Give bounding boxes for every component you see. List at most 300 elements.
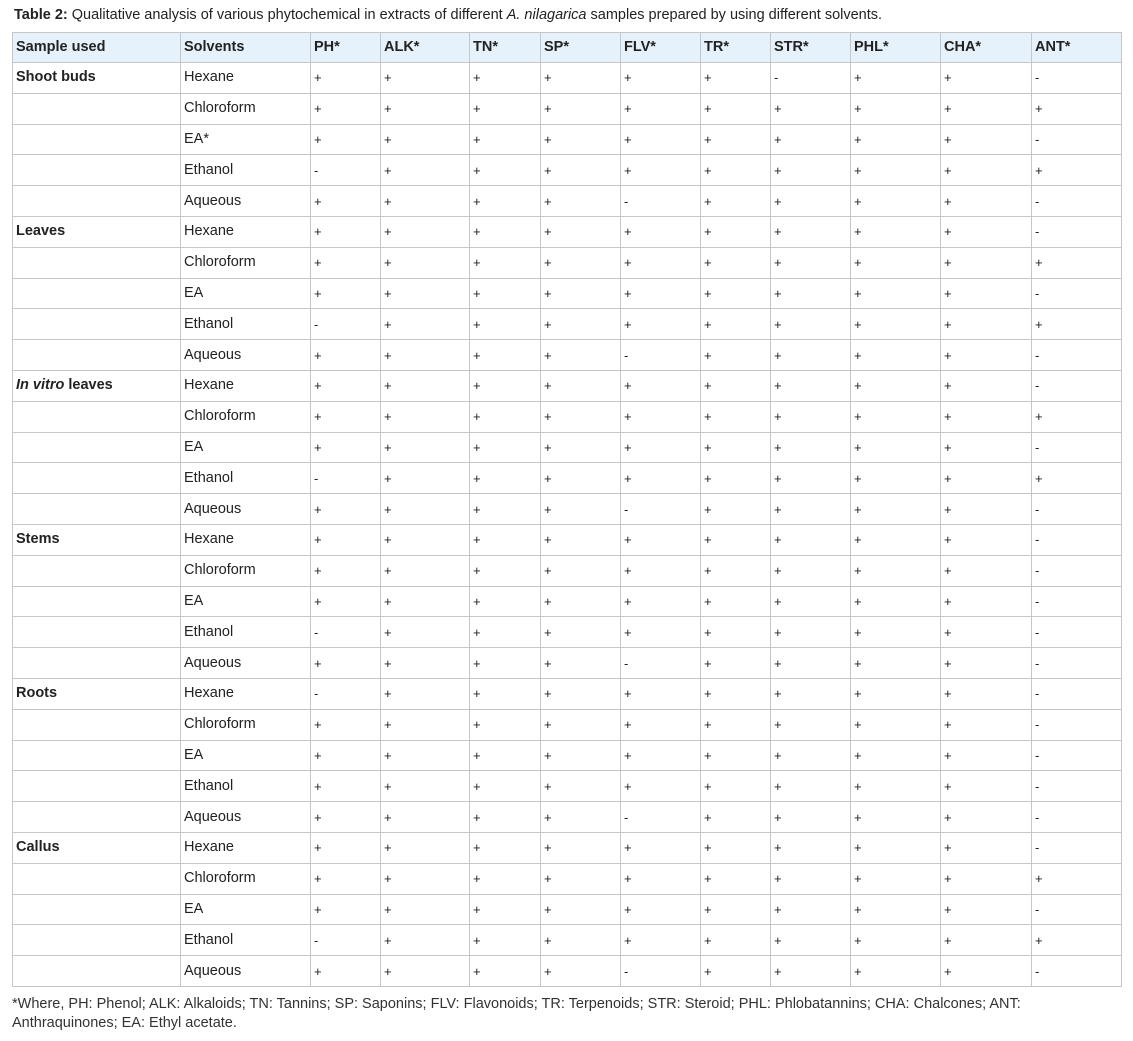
result-cell: + — [470, 124, 541, 155]
result-cell: - — [1032, 370, 1122, 401]
table-row — [13, 340, 1122, 371]
solvent-cell: Ethanol — [181, 925, 311, 956]
result-cell: + — [381, 925, 470, 956]
result-cell: + — [541, 709, 621, 740]
result-cell: + — [311, 124, 381, 155]
table-row — [13, 494, 1122, 525]
sample-cell — [13, 124, 181, 155]
result-cell: + — [771, 894, 851, 925]
result-cell: + — [311, 186, 381, 217]
result-cell: + — [941, 247, 1032, 278]
result-cell: + — [771, 124, 851, 155]
result-cell: + — [381, 709, 470, 740]
table-row — [13, 863, 1122, 894]
result-cell: + — [771, 802, 851, 833]
sample-name-italic: In vitro — [16, 377, 65, 394]
result-cell: + — [311, 586, 381, 617]
result-cell: + — [470, 432, 541, 463]
solvent-cell: Chloroform — [181, 93, 311, 124]
result-cell: + — [541, 740, 621, 771]
sample-cell — [13, 740, 181, 771]
result-cell: + — [851, 555, 941, 586]
solvent-cell: Aqueous — [181, 648, 311, 679]
table-row — [13, 555, 1122, 586]
result-cell: + — [621, 309, 701, 340]
sample-cell — [13, 524, 181, 555]
result-cell: + — [771, 463, 851, 494]
result-cell: + — [381, 894, 470, 925]
result-cell: + — [851, 894, 941, 925]
result-cell: + — [851, 216, 941, 247]
result-cell: + — [541, 771, 621, 802]
result-cell: + — [941, 863, 1032, 894]
result-cell: + — [541, 216, 621, 247]
result-cell: + — [771, 93, 851, 124]
result-cell: + — [1032, 463, 1122, 494]
result-cell: + — [941, 63, 1032, 94]
result-cell: + — [701, 863, 771, 894]
column-header: FLV* — [621, 33, 701, 63]
result-cell: + — [381, 463, 470, 494]
result-cell: + — [311, 93, 381, 124]
result-cell: + — [621, 925, 701, 956]
result-cell: + — [701, 216, 771, 247]
solvent-cell: EA — [181, 432, 311, 463]
result-cell: + — [311, 216, 381, 247]
result-cell: + — [311, 524, 381, 555]
result-cell: + — [621, 370, 701, 401]
table-caption-species: A. nilagarica — [506, 7, 587, 23]
result-cell: + — [311, 432, 381, 463]
table-caption-text-before: Qualitative analysis of various phytochemical in extracts of different — [67, 7, 507, 23]
result-cell: + — [701, 894, 771, 925]
result-cell: + — [771, 278, 851, 309]
solvent-cell: Hexane — [181, 63, 311, 94]
sample-cell — [13, 63, 181, 94]
result-cell: - — [1032, 278, 1122, 309]
table-caption — [14, 6, 882, 24]
result-cell: + — [381, 370, 470, 401]
result-cell: + — [541, 463, 621, 494]
result-cell: + — [941, 648, 1032, 679]
result-cell: + — [541, 586, 621, 617]
result-cell: + — [851, 524, 941, 555]
result-cell: + — [941, 678, 1032, 709]
result-cell: + — [701, 370, 771, 401]
result-cell: + — [621, 617, 701, 648]
result-cell: + — [851, 432, 941, 463]
result-cell: - — [311, 155, 381, 186]
result-cell: - — [1032, 586, 1122, 617]
result-cell: + — [941, 124, 1032, 155]
result-cell: + — [621, 709, 701, 740]
table-row — [13, 586, 1122, 617]
result-cell: + — [1032, 401, 1122, 432]
sample-cell — [13, 894, 181, 925]
result-cell: + — [541, 832, 621, 863]
result-cell: + — [541, 432, 621, 463]
result-cell: - — [311, 925, 381, 956]
column-header: SP* — [541, 33, 621, 63]
result-cell: + — [851, 709, 941, 740]
solvent-cell: Chloroform — [181, 709, 311, 740]
result-cell: + — [381, 678, 470, 709]
result-cell: + — [941, 709, 1032, 740]
result-cell: + — [701, 432, 771, 463]
solvent-cell: EA — [181, 894, 311, 925]
solvent-cell: Aqueous — [181, 340, 311, 371]
result-cell: + — [541, 247, 621, 278]
result-cell: + — [851, 155, 941, 186]
result-cell: + — [771, 648, 851, 679]
table-footnote: *Where, PH: Phenol; ALK: Alkaloids; TN: Tannins; SP: Saponins; FLV: Flavonoids; TR: Terpenoids; STR: Steroid; PHL: Phlobatannins; CHA: Chalcones; ANT: Anthraquinones; EA: Ethyl acetate. — [12, 996, 1021, 1031]
sample-cell — [13, 340, 181, 371]
result-cell: - — [1032, 340, 1122, 371]
sample-cell — [13, 648, 181, 679]
sample-name: Leaves — [16, 223, 66, 240]
result-cell: + — [470, 186, 541, 217]
result-cell: + — [941, 370, 1032, 401]
result-cell: + — [701, 63, 771, 94]
table-row — [13, 186, 1122, 217]
result-cell: + — [311, 740, 381, 771]
result-cell: + — [311, 709, 381, 740]
result-cell: + — [621, 771, 701, 802]
table-header — [13, 33, 1122, 63]
result-cell: + — [311, 802, 381, 833]
result-cell: + — [381, 432, 470, 463]
solvent-cell: Ethanol — [181, 309, 311, 340]
table-caption-text-after: samples prepared by using different solvents. — [586, 7, 883, 23]
result-cell: + — [311, 401, 381, 432]
result-cell: + — [541, 617, 621, 648]
result-cell: + — [941, 524, 1032, 555]
result-cell: + — [470, 463, 541, 494]
table-row — [13, 463, 1122, 494]
sample-cell — [13, 432, 181, 463]
result-cell: + — [311, 555, 381, 586]
result-cell: + — [541, 648, 621, 679]
solvent-cell: Chloroform — [181, 401, 311, 432]
result-cell: + — [851, 93, 941, 124]
result-cell: + — [941, 956, 1032, 987]
result-cell: - — [311, 678, 381, 709]
result-cell: - — [621, 494, 701, 525]
solvent-cell: EA — [181, 278, 311, 309]
result-cell: + — [541, 93, 621, 124]
result-cell: + — [621, 247, 701, 278]
result-cell: + — [621, 216, 701, 247]
result-cell: - — [621, 648, 701, 679]
result-cell: + — [381, 771, 470, 802]
result-cell: + — [541, 370, 621, 401]
column-header: PHL* — [851, 33, 941, 63]
table-row — [13, 956, 1122, 987]
result-cell: + — [1032, 155, 1122, 186]
result-cell: + — [771, 340, 851, 371]
result-cell: + — [851, 186, 941, 217]
result-cell: + — [621, 93, 701, 124]
result-cell: + — [470, 648, 541, 679]
result-cell: + — [701, 309, 771, 340]
result-cell: + — [941, 802, 1032, 833]
result-cell: + — [381, 124, 470, 155]
result-cell: + — [470, 894, 541, 925]
table-row — [13, 648, 1122, 679]
result-cell: + — [701, 463, 771, 494]
result-cell: - — [1032, 186, 1122, 217]
solvent-cell: Aqueous — [181, 802, 311, 833]
result-cell: - — [1032, 124, 1122, 155]
result-cell: - — [1032, 832, 1122, 863]
column-header: CHA* — [941, 33, 1032, 63]
column-header: ALK* — [381, 33, 470, 63]
result-cell: + — [941, 401, 1032, 432]
result-cell: + — [941, 216, 1032, 247]
result-cell: + — [470, 709, 541, 740]
table-row — [13, 802, 1122, 833]
sample-cell — [13, 494, 181, 525]
result-cell: + — [771, 832, 851, 863]
result-cell: + — [470, 401, 541, 432]
solvent-cell: EA* — [181, 124, 311, 155]
solvent-cell: Hexane — [181, 216, 311, 247]
solvent-cell: Hexane — [181, 678, 311, 709]
result-cell: + — [621, 586, 701, 617]
result-cell: + — [771, 863, 851, 894]
sample-cell — [13, 463, 181, 494]
result-cell: + — [941, 925, 1032, 956]
sample-name: Shoot buds — [16, 69, 96, 86]
result-cell: + — [771, 309, 851, 340]
result-cell: + — [771, 186, 851, 217]
sample-cell — [13, 401, 181, 432]
sample-cell — [13, 247, 181, 278]
result-cell: + — [381, 586, 470, 617]
header-row — [13, 33, 1122, 63]
result-cell: + — [541, 278, 621, 309]
sample-cell — [13, 555, 181, 586]
result-cell: + — [621, 863, 701, 894]
table-row — [13, 432, 1122, 463]
solvent-cell: Hexane — [181, 370, 311, 401]
result-cell: + — [701, 124, 771, 155]
sample-cell — [13, 370, 181, 401]
result-cell: - — [1032, 494, 1122, 525]
result-cell: - — [1032, 432, 1122, 463]
sample-cell — [13, 678, 181, 709]
result-cell: + — [541, 186, 621, 217]
result-cell: + — [541, 494, 621, 525]
column-header: STR* — [771, 33, 851, 63]
phytochemical-table — [12, 32, 1122, 987]
result-cell: + — [701, 709, 771, 740]
result-cell: + — [541, 863, 621, 894]
result-cell: - — [1032, 648, 1122, 679]
result-cell: + — [381, 956, 470, 987]
result-cell: + — [851, 740, 941, 771]
result-cell: + — [381, 863, 470, 894]
result-cell: + — [941, 463, 1032, 494]
sample-cell — [13, 155, 181, 186]
result-cell: + — [851, 617, 941, 648]
result-cell: + — [701, 802, 771, 833]
result-cell: - — [771, 63, 851, 94]
result-cell: + — [851, 124, 941, 155]
result-cell: - — [1032, 802, 1122, 833]
result-cell: + — [941, 155, 1032, 186]
result-cell: + — [621, 555, 701, 586]
table-row — [13, 894, 1122, 925]
result-cell: + — [381, 247, 470, 278]
result-cell: + — [771, 771, 851, 802]
result-cell: + — [851, 832, 941, 863]
result-cell: + — [771, 247, 851, 278]
sample-cell — [13, 309, 181, 340]
result-cell: - — [311, 309, 381, 340]
result-cell: + — [541, 340, 621, 371]
result-cell: + — [621, 63, 701, 94]
result-cell: + — [701, 93, 771, 124]
result-cell: + — [851, 925, 941, 956]
result-cell: + — [941, 555, 1032, 586]
result-cell: + — [701, 186, 771, 217]
result-cell: + — [470, 956, 541, 987]
result-cell: + — [470, 247, 541, 278]
result-cell: + — [470, 586, 541, 617]
column-header: TR* — [701, 33, 771, 63]
result-cell: + — [771, 956, 851, 987]
result-cell: + — [621, 524, 701, 555]
result-cell: + — [381, 740, 470, 771]
table-row — [13, 740, 1122, 771]
result-cell: + — [701, 740, 771, 771]
table-row — [13, 93, 1122, 124]
result-cell: - — [311, 617, 381, 648]
result-cell: + — [941, 432, 1032, 463]
table-row — [13, 709, 1122, 740]
table-row — [13, 309, 1122, 340]
result-cell: + — [701, 340, 771, 371]
result-cell: + — [771, 709, 851, 740]
result-cell: + — [381, 555, 470, 586]
result-cell: - — [1032, 524, 1122, 555]
result-cell: + — [701, 832, 771, 863]
result-cell: + — [851, 648, 941, 679]
result-cell: + — [621, 155, 701, 186]
result-cell: + — [470, 863, 541, 894]
solvent-cell: Hexane — [181, 832, 311, 863]
sample-cell — [13, 186, 181, 217]
result-cell: + — [621, 740, 701, 771]
result-cell: + — [311, 278, 381, 309]
result-cell: + — [1032, 863, 1122, 894]
result-cell: + — [851, 956, 941, 987]
result-cell: + — [381, 309, 470, 340]
solvent-cell: EA — [181, 586, 311, 617]
result-cell: + — [381, 340, 470, 371]
sample-cell — [13, 771, 181, 802]
result-cell: + — [851, 309, 941, 340]
result-cell: + — [311, 340, 381, 371]
result-cell: + — [541, 894, 621, 925]
result-cell: + — [311, 648, 381, 679]
result-cell: + — [771, 401, 851, 432]
result-cell: + — [311, 247, 381, 278]
table-row — [13, 401, 1122, 432]
column-header: TN* — [470, 33, 541, 63]
column-header: PH* — [311, 33, 381, 63]
solvent-cell: Aqueous — [181, 956, 311, 987]
result-cell: + — [701, 524, 771, 555]
sample-cell — [13, 863, 181, 894]
result-cell: + — [311, 894, 381, 925]
result-cell: - — [1032, 617, 1122, 648]
result-cell: + — [541, 678, 621, 709]
result-cell: - — [621, 956, 701, 987]
result-cell: + — [311, 771, 381, 802]
result-cell: + — [851, 340, 941, 371]
result-cell: + — [470, 555, 541, 586]
result-cell: + — [1032, 309, 1122, 340]
solvent-cell: Chloroform — [181, 863, 311, 894]
result-cell: + — [851, 63, 941, 94]
sample-cell — [13, 278, 181, 309]
result-cell: + — [541, 524, 621, 555]
sample-name: Roots — [16, 685, 58, 702]
result-cell: + — [851, 247, 941, 278]
result-cell: - — [1032, 894, 1122, 925]
result-cell: + — [851, 494, 941, 525]
result-cell: + — [851, 771, 941, 802]
result-cell: + — [941, 186, 1032, 217]
column-header: Solvents — [181, 33, 311, 63]
result-cell: + — [941, 617, 1032, 648]
result-cell: + — [311, 832, 381, 863]
table-row — [13, 155, 1122, 186]
sample-cell — [13, 832, 181, 863]
result-cell: + — [701, 586, 771, 617]
result-cell: + — [701, 401, 771, 432]
result-cell: + — [771, 370, 851, 401]
result-cell: + — [381, 802, 470, 833]
result-cell: + — [541, 155, 621, 186]
result-cell: + — [311, 863, 381, 894]
table-body — [13, 63, 1122, 987]
result-cell: + — [470, 216, 541, 247]
table-row — [13, 524, 1122, 555]
result-cell: + — [701, 247, 771, 278]
result-cell: - — [1032, 709, 1122, 740]
result-cell: + — [470, 771, 541, 802]
result-cell: + — [851, 463, 941, 494]
result-cell: + — [470, 740, 541, 771]
table-row — [13, 63, 1122, 94]
result-cell: + — [381, 155, 470, 186]
result-cell: + — [701, 278, 771, 309]
result-cell: + — [771, 925, 851, 956]
result-cell: + — [701, 771, 771, 802]
result-cell: + — [941, 278, 1032, 309]
result-cell: - — [1032, 956, 1122, 987]
result-cell: + — [941, 832, 1032, 863]
result-cell: + — [851, 370, 941, 401]
result-cell: + — [771, 617, 851, 648]
result-cell: + — [941, 740, 1032, 771]
result-cell: + — [381, 93, 470, 124]
result-cell: + — [621, 278, 701, 309]
result-cell: + — [621, 894, 701, 925]
